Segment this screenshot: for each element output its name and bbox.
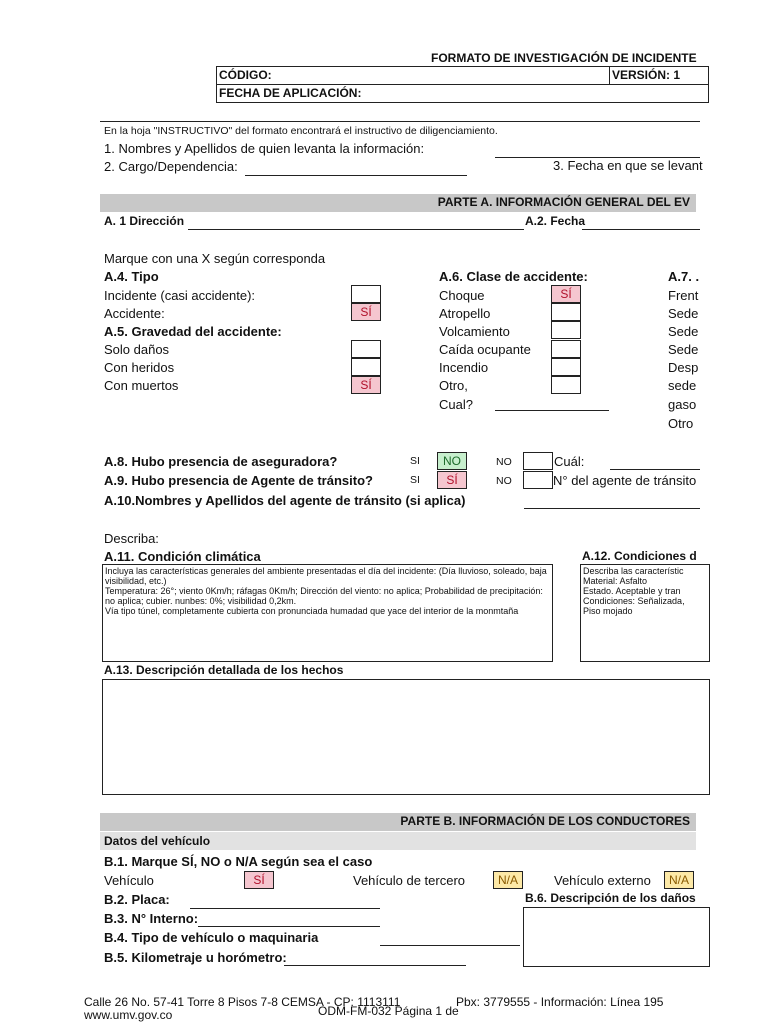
b5-field[interactable] bbox=[284, 965, 466, 966]
a7-item: Sede bbox=[668, 342, 699, 357]
a6-title: A.6. Clase de accidente: bbox=[439, 269, 588, 284]
part-b-band bbox=[100, 813, 696, 831]
footer-address: Calle 26 No. 57-41 Torre 8 Pisos 7-8 CEMSA - CP: 1113111 bbox=[84, 995, 401, 1009]
cual2-field[interactable] bbox=[610, 469, 700, 470]
item3-label: 3. Fecha en que se levant bbox=[553, 158, 703, 173]
item2-label: 2. Cargo/Dependencia: bbox=[104, 159, 238, 174]
caida-label: Caída ocupante bbox=[439, 342, 531, 357]
volcamiento-label: Volcamiento bbox=[439, 324, 510, 339]
a2-field[interactable] bbox=[582, 229, 700, 230]
con-muertos-checkbox[interactable]: SÍ bbox=[351, 376, 381, 394]
solo-danos-label: Solo daños bbox=[104, 342, 170, 357]
con-heridos-label: Con heridos bbox=[104, 360, 175, 375]
b1-label: B.1. Marque SÍ, NO o N/A según sea el caso bbox=[104, 854, 373, 869]
a5-title: A.5. Gravedad del accidente: bbox=[104, 324, 282, 339]
a9-label: A.9. Hubo presencia de Agente de tránsito? bbox=[104, 473, 373, 488]
a1-field[interactable] bbox=[188, 229, 524, 230]
divider bbox=[100, 121, 700, 122]
a10-field[interactable] bbox=[524, 508, 700, 509]
b4-field[interactable] bbox=[380, 945, 520, 946]
part-a-title: PARTE A. INFORMACIÓN GENERAL DEL EV bbox=[437, 195, 690, 209]
atropello-checkbox[interactable] bbox=[551, 303, 581, 321]
b3-label: B.3. N° Interno: bbox=[104, 911, 199, 926]
cual-field[interactable] bbox=[495, 410, 609, 411]
externo-answer[interactable]: N/A bbox=[664, 871, 694, 889]
a8-no-label: NO bbox=[496, 456, 512, 468]
choque-checkbox[interactable]: SÍ bbox=[551, 285, 581, 303]
datos-vehiculo-header: Datos del vehículo bbox=[100, 832, 696, 850]
a1-label: A. 1 Dirección bbox=[104, 214, 185, 228]
volcamiento-checkbox[interactable] bbox=[551, 321, 581, 339]
choque-label: Choque bbox=[439, 288, 485, 303]
a12-title: A.12. Condiciones d bbox=[582, 549, 697, 563]
atropello-label: Atropello bbox=[439, 306, 491, 321]
item1-label: 1. Nombres y Apellidos de quien levanta la información: bbox=[104, 141, 425, 156]
a9-no-checkbox[interactable] bbox=[523, 471, 553, 489]
b5-label: B.5. Kilometraje u horómetro: bbox=[104, 950, 287, 965]
a7-title: A.7. . bbox=[668, 269, 700, 284]
instructivo-note: En la hoja "INSTRUCTIVO" del formato encontrará el instructivo de diligenciamiento. bbox=[104, 125, 498, 137]
incendio-checkbox[interactable] bbox=[551, 358, 581, 376]
accidente-label: Accidente: bbox=[104, 306, 165, 321]
a7-item: gaso bbox=[668, 397, 697, 412]
part-b-title: PARTE B. INFORMACIÓN DE LOS CONDUCTORES bbox=[400, 814, 690, 828]
a8-no-checkbox[interactable] bbox=[523, 452, 553, 470]
a12-textarea[interactable]: Describa las característic Material: Asfalto Estado. Aceptable y tran Condiciones: Señalizada, Piso mojado bbox=[580, 564, 710, 662]
a8-si-label: SI bbox=[410, 455, 420, 467]
a9-no-label: NO bbox=[496, 475, 512, 487]
fecha-aplicacion-label: FECHA DE APLICACIÓN: bbox=[219, 86, 362, 100]
footer-pbx: Pbx: 3779555 - Información: Línea 195 bbox=[456, 995, 664, 1009]
con-muertos-label: Con muertos bbox=[104, 378, 179, 393]
otro-checkbox[interactable] bbox=[551, 376, 581, 394]
b6-textarea[interactable] bbox=[523, 907, 710, 967]
a10-label: A.10.Nombres y Apellidos del agente de tránsito (si aplica) bbox=[104, 493, 466, 508]
a7-item: Sede bbox=[668, 306, 699, 321]
footer-web[interactable]: www.umv.gov.co bbox=[84, 1008, 173, 1022]
b4-label: B.4. Tipo de vehículo o maquinaria bbox=[104, 930, 319, 945]
incendio-label: Incendio bbox=[439, 360, 489, 375]
agente-num-label: N° del agente de tránsito bbox=[553, 473, 697, 488]
item2-field[interactable] bbox=[245, 175, 467, 176]
a13-title: A.13. Descripción detallada de los hechos bbox=[104, 663, 344, 677]
externo-label: Vehículo externo bbox=[554, 873, 651, 888]
a8-label: A.8. Hubo presencia de aseguradora? bbox=[104, 454, 338, 469]
vehiculo-answer[interactable]: SÍ bbox=[244, 871, 274, 889]
b3-field[interactable] bbox=[198, 926, 380, 927]
a7-item: Sede bbox=[668, 324, 699, 339]
version-label: VERSIÓN: 1 bbox=[612, 68, 681, 82]
footer-page: ODM-FM-032 Página 1 de bbox=[318, 1004, 459, 1018]
instruction-text: Marque con una X según corresponda bbox=[104, 251, 326, 266]
codigo-label: CÓDIGO: bbox=[219, 68, 272, 82]
b6-title: B.6. Descripción de los daños bbox=[525, 891, 696, 905]
a13-textarea[interactable] bbox=[102, 679, 710, 795]
a7-item: Otro bbox=[668, 416, 694, 431]
a8-answer[interactable]: NO bbox=[437, 452, 467, 470]
con-heridos-checkbox[interactable] bbox=[351, 358, 381, 376]
incidente-checkbox[interactable] bbox=[351, 285, 381, 303]
vehiculo-label: Vehículo bbox=[104, 873, 154, 888]
a2-label: A.2. Fecha bbox=[525, 214, 586, 228]
b2-label: B.2. Placa: bbox=[104, 892, 170, 907]
form-title: FORMATO DE INVESTIGACIÓN DE INCIDENTE bbox=[431, 51, 697, 65]
caida-checkbox[interactable] bbox=[551, 340, 581, 358]
codigo-cell[interactable] bbox=[216, 66, 610, 85]
a11-textarea[interactable]: Incluya las características generales del ambiente presentadas el día del incidente: (Día lluvioso, soleado, baja visibilidad, etc.) Temperatura: 26°; viento 0Km/h; ráfagas 0Km/h; Dirección del viento: no aplica; Probabilidad de precipitación: no aplica; cubier. nunbes: 0%; visibilidad 0,2km. Vía tipo túnel, completamente cubierta con pronunciada humadad que yace del interior de la monmtaña bbox=[102, 564, 553, 662]
a9-si-label: SI bbox=[410, 474, 420, 486]
tercero-answer[interactable]: N/A bbox=[493, 871, 523, 889]
a7-item: Frent bbox=[668, 288, 699, 303]
part-a-band bbox=[100, 194, 696, 212]
a4-title: A.4. Tipo bbox=[104, 269, 159, 284]
otro-label: Otro, bbox=[439, 378, 468, 393]
a7-item: sede bbox=[668, 378, 697, 393]
accidente-checkbox[interactable]: SÍ bbox=[351, 303, 381, 321]
cual2-label: Cuál: bbox=[554, 454, 585, 469]
incidente-label: Incidente (casi accidente): bbox=[104, 288, 256, 303]
a7-item: Desp bbox=[668, 360, 699, 375]
a11-title: A.11. Condición climática bbox=[104, 549, 261, 564]
cual-label: Cual? bbox=[439, 397, 473, 412]
describa-label: Describa: bbox=[104, 531, 159, 546]
solo-danos-checkbox[interactable] bbox=[351, 340, 381, 358]
b2-field[interactable] bbox=[190, 908, 380, 909]
a9-answer[interactable]: SÍ bbox=[437, 471, 467, 489]
tercero-label: Vehículo de tercero bbox=[353, 873, 466, 888]
